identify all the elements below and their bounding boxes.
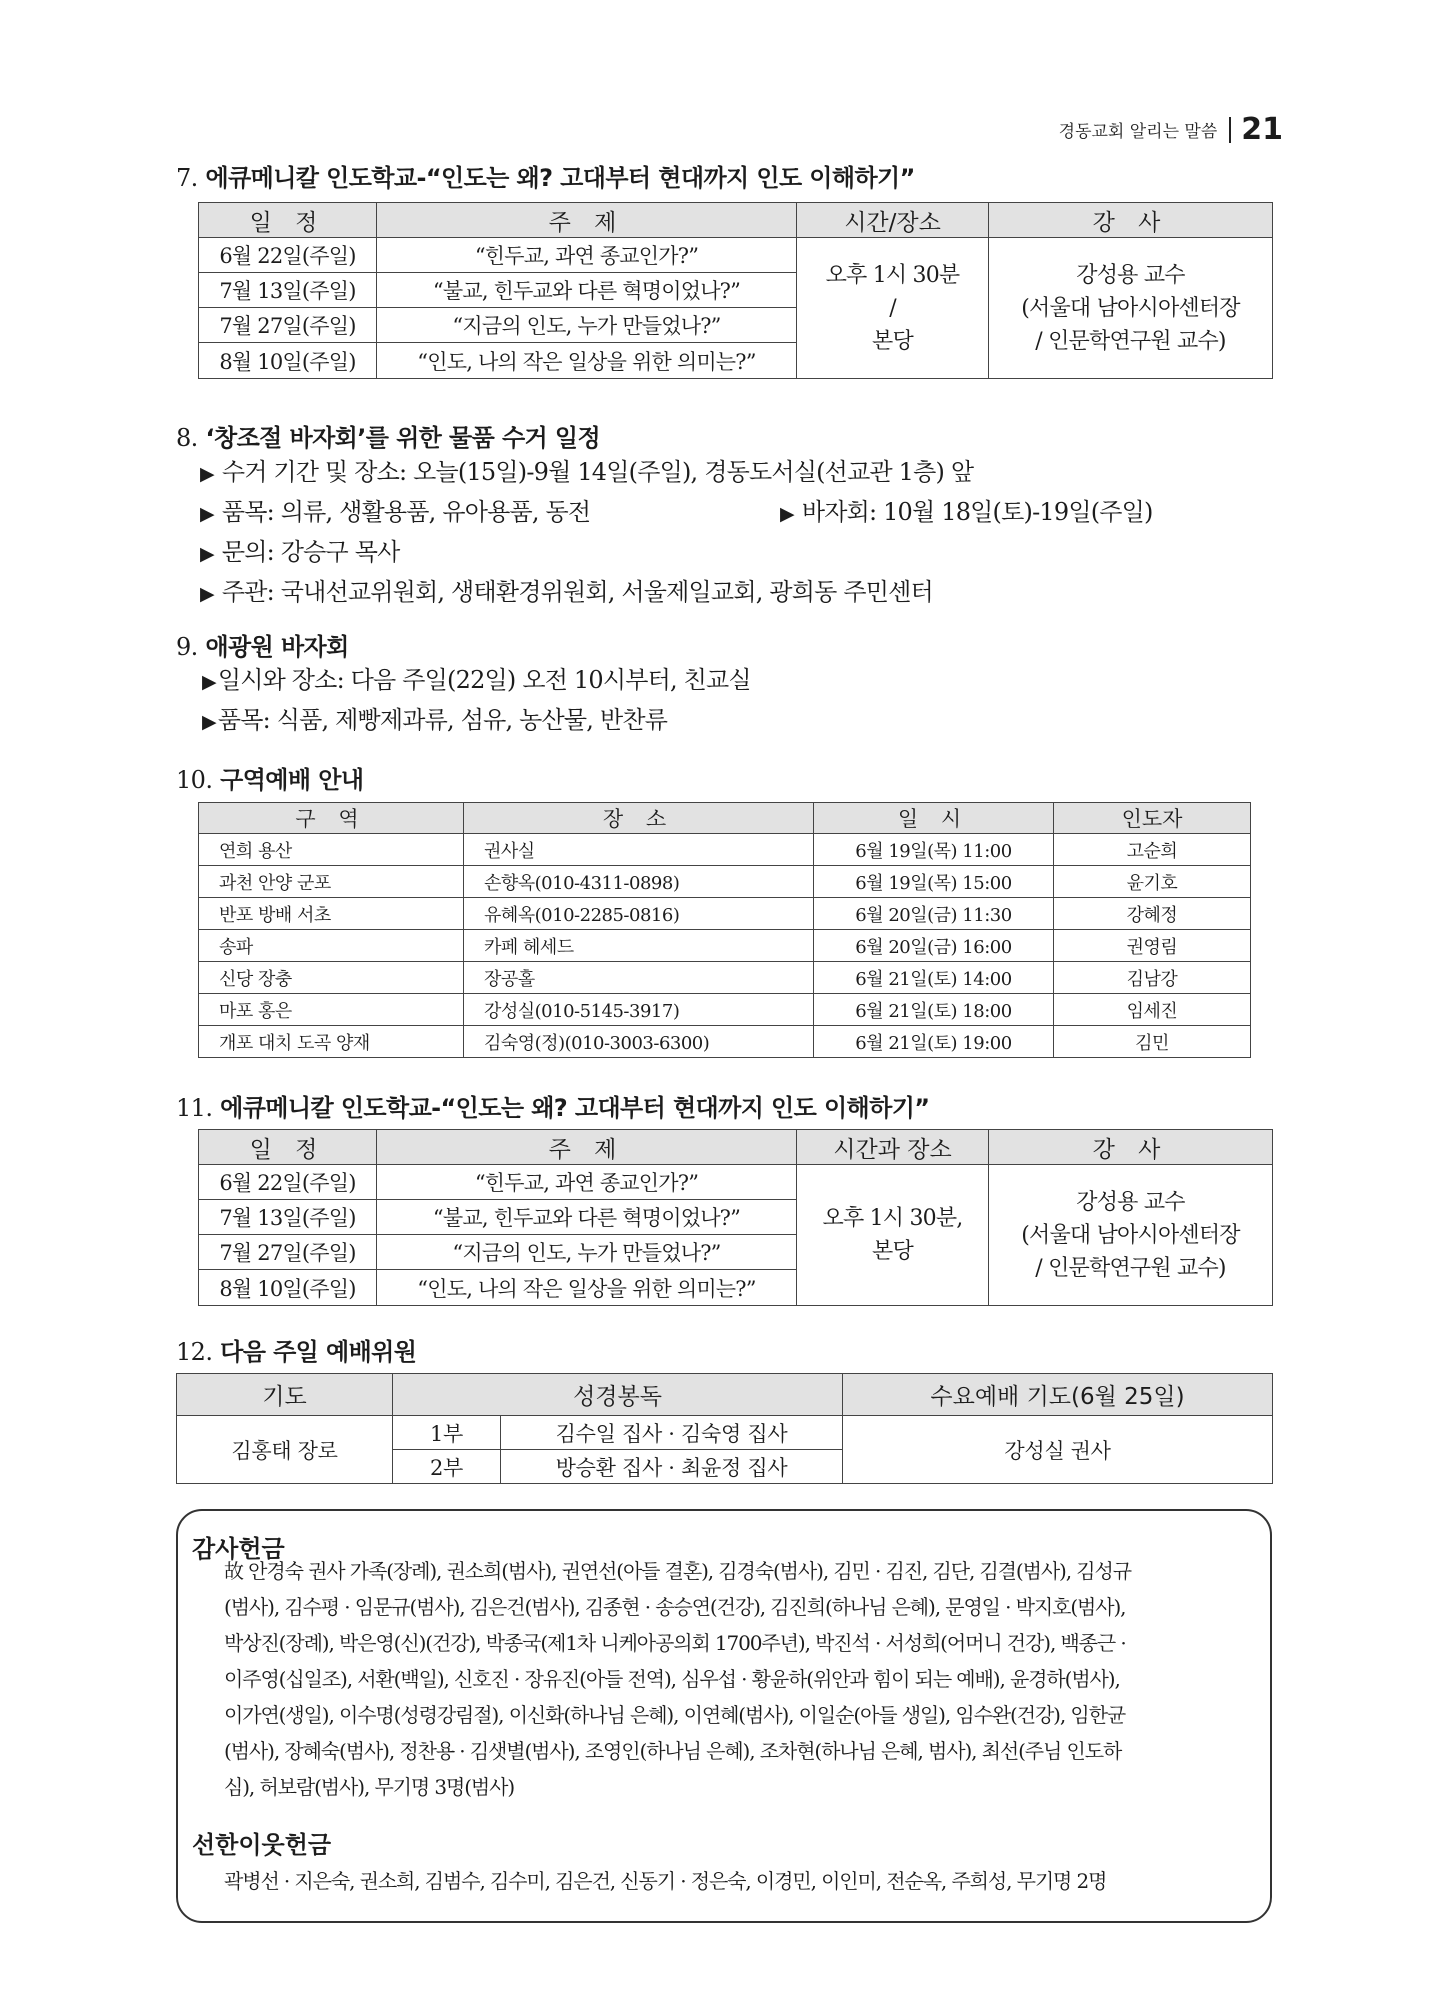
reading-names: 김수일 집사 · 김숙영 집사	[501, 1416, 843, 1450]
section-10-title: 10. 구역예배 안내	[176, 766, 364, 794]
list-item: ▶ 수거 기간 및 장소: 오늘(15일)-9월 14일(주일), 경동도서실(선교관 1층) 앞	[200, 458, 974, 486]
section-10-table	[198, 802, 1251, 1058]
col-header-reading: 성경봉독	[393, 1374, 843, 1416]
area-cell: 연희 용산	[199, 834, 464, 866]
col-header-date: 일 정	[199, 203, 377, 238]
row-date: 7월 27일(주일)	[199, 308, 377, 343]
area-cell: 신당 장충	[199, 962, 464, 994]
section-12-title: 12. 다음 주일 예배위원	[176, 1338, 417, 1366]
list-item: ▶품목: 식품, 제빵제과류, 섬유, 농산물, 반찬류	[202, 706, 668, 734]
list-item: ▶ 주관: 국내선교위원회, 생태환경위원회, 서울제일교회, 광희동 주민센터	[200, 578, 933, 606]
area-cell: 개포 대치 도곡 양재	[199, 1026, 464, 1058]
reading-part: 2부	[393, 1450, 501, 1484]
col-header-topic: 주 제	[377, 1130, 797, 1165]
thanks-offering-title: 감사헌금	[192, 1535, 285, 1563]
col-header-time-place: 시간과 장소	[797, 1130, 989, 1165]
table-row	[199, 866, 1251, 898]
col-header-lecturer: 강 사	[989, 1130, 1273, 1165]
place-cell: 권사실	[464, 834, 814, 866]
table-row	[199, 962, 1251, 994]
wed-prayer-cell: 강성실 권사	[843, 1416, 1273, 1484]
leader-cell: 김민	[1054, 1026, 1251, 1058]
row-topic: “불교, 힌두교와 다른 혁명이었나?”	[377, 273, 797, 308]
area-cell: 송파	[199, 930, 464, 962]
bullet-triangle-icon: ▶	[202, 711, 216, 733]
list-item: ▶ 품목: 의류, 생활용품, 유아용품, 동전 ▶ 바자회: 10월 18일(토)-19일(주일)	[200, 492, 973, 532]
table-row	[199, 834, 1251, 866]
row-topic: “불교, 힌두교와 다른 혁명이었나?”	[377, 1200, 797, 1235]
lecturer-cell: 강성용 교수 (서울대 남아시아센터장 / 인문학연구원 교수)	[989, 1165, 1273, 1306]
reading-part: 1부	[393, 1416, 501, 1450]
col-header-datetime: 일 시	[814, 803, 1054, 834]
row-topic: “인도, 나의 작은 일상을 위한 의미는?”	[377, 1270, 797, 1306]
row-topic: “지금의 인도, 누가 만들었나?”	[377, 1235, 797, 1270]
section-11-table	[198, 1129, 1273, 1306]
section-9-list	[202, 660, 751, 740]
list-item: ▶ 문의: 강승구 목사	[200, 538, 400, 566]
col-header-topic: 주 제	[377, 203, 797, 238]
leader-cell: 윤기호	[1054, 866, 1251, 898]
row-date: 7월 27일(주일)	[199, 1235, 377, 1270]
section-11-title: 11. 에큐메니칼 인도학교-“인도는 왜? 고대부터 현대까지 인도 이해하기”	[176, 1094, 930, 1122]
bullet-triangle-icon: ▶	[200, 503, 214, 525]
place-cell: 강성실(010-5145-3917)	[464, 994, 814, 1026]
datetime-cell: 6월 21일(토) 18:00	[814, 994, 1054, 1026]
leader-cell: 권영림	[1054, 930, 1251, 962]
row-date: 8월 10일(주일)	[199, 1270, 377, 1306]
datetime-cell: 6월 20일(금) 16:00	[814, 930, 1054, 962]
section-9-title: 9. 애광원 바자회	[176, 633, 349, 661]
neighbor-offering-list: 곽병선 · 지은숙, 권소희, 김범수, 김수미, 김은건, 신동기 · 정은숙, 이경민, 이인미, 전순옥, 주희성, 무기명 2명	[224, 1869, 1107, 1893]
prayer-cell: 김홍태 장로	[177, 1416, 393, 1484]
thanks-offering-list: 故 안경숙 권사 가족(장례), 권소희(범사), 권연선(아들 결혼), 김경숙(범사), 김민 · 김진, 김단, 김결(범사), 김성규 (범사), 김수평 · 임문규(범사), 김은건(범사), 김종현 · 송승연(건강), 김진희(하나님 은혜), 문영일 · 박지호(범사), 박상진(장례), 박은영(신)(건강), 박종국(제1차 니케아공의회 1700주년), 박진석 · 서성희(어머니 건강), 백종근 · 이주영(십일조), 서환(백일), 신호진 · 장유진(아들 전역), 심우섭 · 황윤하(위안과 힘이 되는 예배), 윤경하(범사), 이가연(생일), 이수명(성령강림절), 이신화(하나님 은혜), 이연혜(범사), 이일순(아들 생일), 임수완(건강), 임한균 (범사), 장혜숙(범사), 정찬용 · 김샛별(범사), 조영인(하나님 은혜), 조차현(하나님 은혜, 범사), 최선(주님 인도하 심), 허보람(범사), 무기명 3명(범사)	[224, 1559, 1131, 1799]
area-cell: 반포 방배 서초	[199, 898, 464, 930]
area-cell: 마포 홍은	[199, 994, 464, 1026]
row-date: 6월 22일(주일)	[199, 1165, 377, 1200]
row-topic: “지금의 인도, 누가 만들었나?”	[377, 308, 797, 343]
datetime-cell: 6월 21일(토) 14:00	[814, 962, 1054, 994]
church-label: 경동교회 알리는 말씀	[1058, 122, 1218, 142]
header-divider	[1229, 117, 1231, 143]
table-row	[199, 1026, 1251, 1058]
table-row	[199, 238, 1273, 273]
row-topic: “힌두교, 과연 종교인가?”	[377, 1165, 797, 1200]
col-header-place: 장 소	[464, 803, 814, 834]
neighbor-offering-title: 선한이웃헌금	[192, 1831, 332, 1859]
col-header-wed-prayer: 수요예배 기도(6월 25일)	[843, 1374, 1273, 1416]
list-item: ▶일시와 장소: 다음 주일(22일) 오전 10시부터, 친교실	[202, 666, 751, 694]
bullet-triangle-icon: ▶	[200, 583, 214, 605]
time-place-cell: 오후 1시 30분, 본당	[797, 1165, 989, 1306]
row-topic: “힌두교, 과연 종교인가?”	[377, 238, 797, 273]
leader-cell: 김남강	[1054, 962, 1251, 994]
page-number: 21	[1241, 112, 1283, 147]
row-date: 8월 10일(주일)	[199, 343, 377, 379]
row-date: 6월 22일(주일)	[199, 238, 377, 273]
place-cell: 장공홀	[464, 962, 814, 994]
bullet-triangle-icon: ▶	[202, 671, 216, 693]
table-row	[199, 898, 1251, 930]
time-place-cell: 오후 1시 30분 / 본당	[797, 238, 989, 379]
col-header-date: 일 정	[199, 1130, 377, 1165]
section-7-table	[198, 202, 1273, 379]
table-row	[199, 994, 1251, 1026]
datetime-cell: 6월 21일(토) 19:00	[814, 1026, 1054, 1058]
datetime-cell: 6월 19일(목) 15:00	[814, 866, 1054, 898]
place-cell: 손향옥(010-4311-0898)	[464, 866, 814, 898]
datetime-cell: 6월 19일(목) 11:00	[814, 834, 1054, 866]
col-header-time-place: 시간/장소	[797, 203, 989, 238]
datetime-cell: 6월 20일(금) 11:30	[814, 898, 1054, 930]
bullet-triangle-icon: ▶	[200, 543, 214, 565]
bazaar-item: ▶ 바자회: 10월 18일(토)-19일(주일)	[780, 498, 1153, 526]
col-header-lecturer: 강 사	[989, 203, 1273, 238]
leader-cell: 고순희	[1054, 834, 1251, 866]
reading-names: 방승환 집사 · 최윤정 집사	[501, 1450, 843, 1484]
col-header-leader: 인도자	[1054, 803, 1251, 834]
bullet-triangle-icon: ▶	[200, 463, 214, 485]
table-row	[177, 1416, 1273, 1450]
row-date: 7월 13일(주일)	[199, 1200, 377, 1235]
section-12-table	[176, 1373, 1273, 1484]
page-header	[1059, 112, 1283, 147]
col-header-area: 구 역	[199, 803, 464, 834]
lecturer-cell: 강성용 교수 (서울대 남아시아센터장 / 인문학연구원 교수)	[989, 238, 1273, 379]
leader-cell: 임세진	[1054, 994, 1251, 1026]
section-8-title: 8. ‘창조절 바자회’를 위한 물품 수거 일정	[176, 424, 601, 452]
leader-cell: 강혜정	[1054, 898, 1251, 930]
table-row	[199, 930, 1251, 962]
place-cell: 유혜옥(010-2285-0816)	[464, 898, 814, 930]
place-cell: 카페 헤세드	[464, 930, 814, 962]
row-topic: “인도, 나의 작은 일상을 위한 의미는?”	[377, 343, 797, 379]
row-date: 7월 13일(주일)	[199, 273, 377, 308]
place-cell: 김숙영(정)(010-3003-6300)	[464, 1026, 814, 1058]
section-7-title: 7. 에큐메니칼 인도학교-“인도는 왜? 고대부터 현대까지 인도 이해하기”	[176, 164, 915, 192]
offerings-box	[176, 1509, 1272, 1923]
table-row	[199, 1165, 1273, 1200]
bullet-triangle-icon: ▶	[780, 503, 794, 525]
area-cell: 과천 안양 군포	[199, 866, 464, 898]
col-header-prayer: 기도	[177, 1374, 393, 1416]
section-8-list	[200, 452, 1153, 612]
